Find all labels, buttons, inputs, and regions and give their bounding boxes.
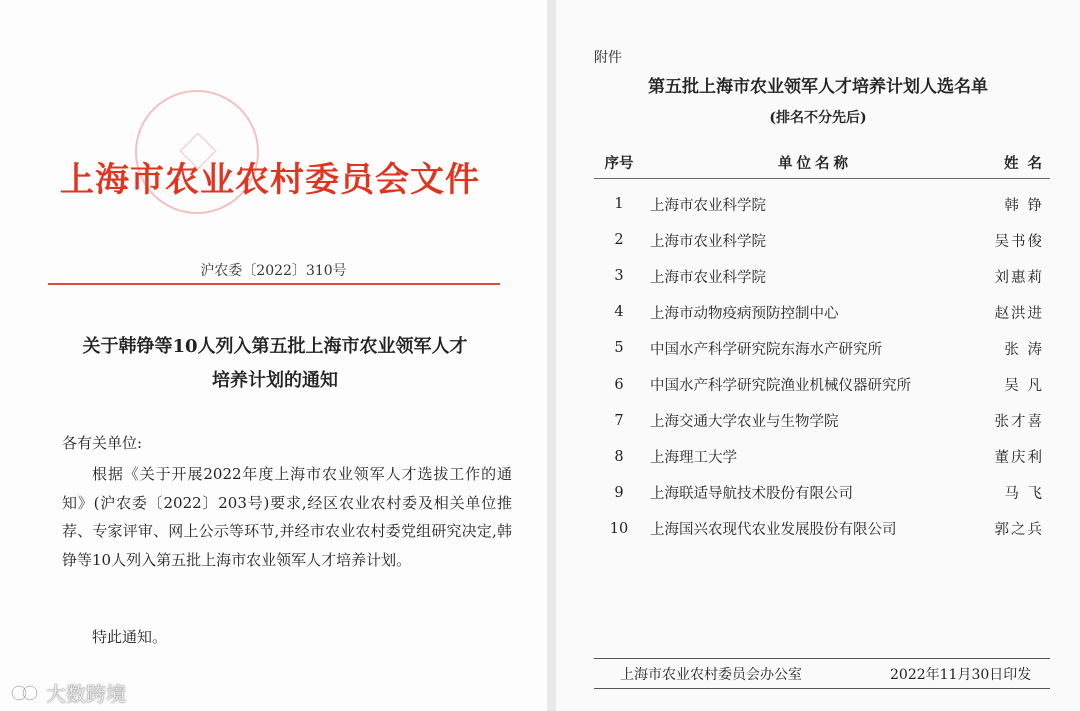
row-unit: 上海市农业科学院: [650, 269, 766, 286]
row-name: 郭之兵: [994, 522, 1044, 539]
row-unit: 上海市动物疫病预防控制中心: [650, 305, 839, 322]
row-name: 吴书俊: [994, 233, 1044, 250]
camera-lens-logo-icon: [10, 683, 40, 703]
list-title: 第五批上海市农业领军人才培养计划人选名单: [648, 77, 988, 97]
row-unit: 中国水产科学研究院渔业机械仪器研究所: [650, 378, 911, 395]
row-unit: 上海联适导航技术股份有限公司: [650, 486, 853, 503]
header-seq: 序号: [604, 154, 634, 172]
notice-body: 根据《关于开展2022年度上海市农业领军人才选拔工作的通知》(沪农委〔2022〕203号)要求,经区农业农村委及相关单位推荐、专家评审、网上公示等环节,并经市农业农村委党组研究决定,韩铮等10人列入第五批上海市农业领军人才培养计划。: [62, 465, 512, 569]
footer-rule-bottom: [594, 688, 1050, 689]
candidate-table: [594, 150, 1044, 547]
document-number: 沪农委〔2022〕310号: [200, 263, 347, 279]
table-header-rule: [594, 178, 1050, 179]
row-unit: 中国水产科学研究院东海水产研究所: [650, 341, 882, 358]
row-name: 张才喜: [994, 414, 1044, 431]
row-unit: 上海交通大学农业与生物学院: [650, 414, 839, 431]
row-seq: 4: [614, 304, 624, 321]
watermark: [10, 678, 126, 707]
row-name: 张 涛: [1004, 341, 1044, 358]
table-header-gap: [594, 174, 1044, 186]
salutation: 各有关单位:: [62, 434, 143, 452]
row-name: 刘惠莉: [994, 269, 1044, 286]
table-row: [594, 366, 1044, 402]
row-name: 韩 铮: [1004, 197, 1044, 214]
red-divider-line: [48, 283, 500, 285]
closing-line: 特此通知。: [92, 628, 168, 646]
table-row: [594, 222, 1044, 258]
row-name: 马 飞: [1004, 486, 1044, 503]
header-unit: 单位名称: [778, 154, 852, 172]
row-unit: 上海理工大学: [650, 450, 737, 467]
notice-title-line-2: 培养计划的通知: [212, 370, 338, 391]
row-seq: 2: [614, 232, 624, 249]
row-unit: 上海国兴农现代农业发展股份有限公司: [650, 522, 897, 539]
watermark-text: 大数跨境: [46, 682, 126, 706]
footer-date: 2022年11月30日印发: [890, 667, 1032, 683]
table-row: [594, 403, 1044, 439]
row-name: 赵洪进: [994, 305, 1044, 322]
row-seq: 6: [614, 376, 624, 393]
attachment-label: 附件: [594, 50, 622, 66]
row-seq: 5: [614, 340, 624, 357]
notice-title: [60, 330, 490, 398]
row-seq: 10: [609, 520, 629, 537]
table-header: [594, 150, 1044, 174]
notice-title-line-1: 关于韩铮等10人列入第五批上海市农业领军人才: [82, 336, 468, 357]
table-row: [594, 439, 1044, 475]
list-subtitle: (排名不分先后): [769, 110, 867, 126]
row-unit: 上海市农业科学院: [650, 197, 766, 214]
row-seq: 8: [614, 448, 624, 465]
document-header-title: 上海市农业农村委员会文件: [60, 160, 480, 200]
footer-rule-top: [594, 658, 1050, 659]
header-name: 姓 名: [1003, 154, 1044, 172]
table-row: [594, 330, 1044, 366]
row-seq: 9: [614, 484, 624, 501]
table-row: [594, 258, 1044, 294]
row-seq: 1: [614, 196, 624, 213]
row-name: 吴 凡: [1004, 378, 1044, 395]
row-unit: 上海市农业科学院: [650, 233, 766, 250]
row-seq: 3: [614, 268, 624, 285]
table-row: [594, 475, 1044, 511]
row-seq: 7: [614, 412, 624, 429]
footer-office: 上海市农业农村委员会办公室: [620, 667, 802, 683]
table-row: [594, 294, 1044, 330]
table-row: [594, 186, 1044, 222]
row-name: 董庆利: [994, 450, 1044, 467]
table-row: [594, 511, 1044, 547]
